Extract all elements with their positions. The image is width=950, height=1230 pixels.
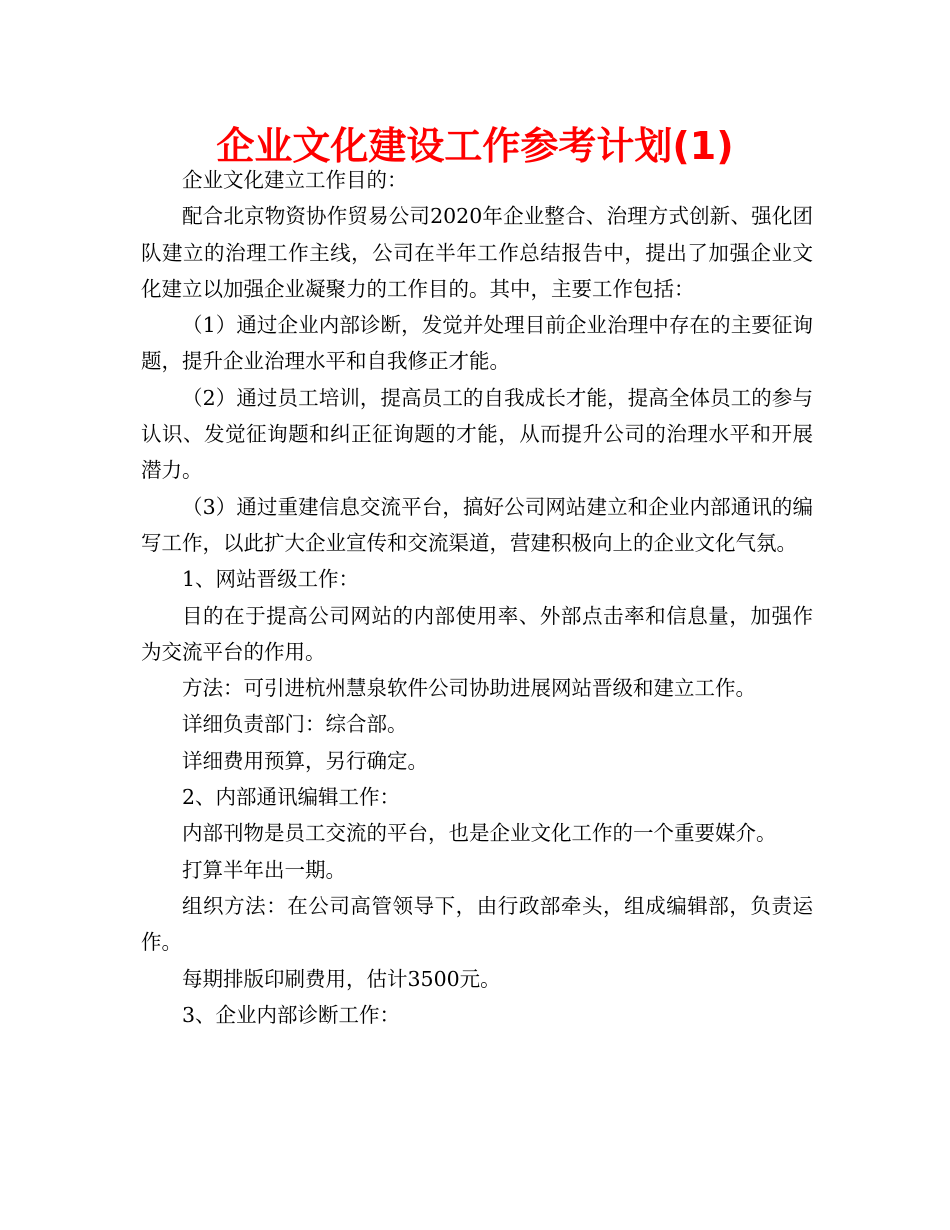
- section-heading-diagnosis: 3、企业内部诊断工作：: [182, 1002, 401, 1027]
- section-heading-newsletter: 2、内部通讯编辑工作：: [182, 785, 401, 810]
- paragraph-intro: 配合北京物资协作贸易公司2020年企业整合、治理方式创新、强化团队建立的治理工作主线，公司在半年工作总结报告中，提出了加强企业文化建立以加强企业凝聚力的工作目的。其中，主要工作包括：: [141, 204, 813, 301]
- paragraph-newsletter-desc: 内部刊物是员工交流的平台，也是企业文化工作的一个重要媒介。: [182, 821, 777, 846]
- paragraph-goal-heading: 企业文化建立工作目的：: [182, 168, 408, 192]
- paragraph-item-1: （1）通过企业内部诊断，发觉并处理目前企业治理中存在的主要征询题，提升企业治理水平和自我修正才能。: [141, 313, 813, 374]
- paragraph-website-budget: 详细费用预算，另行确定。: [182, 748, 428, 773]
- paragraph-website-goal: 目的在于提高公司网站的内部使用率、外部点击率和信息量，加强作为交流平台的作用。: [141, 603, 813, 664]
- section-heading-website: 1、网站晋级工作：: [182, 567, 360, 592]
- paragraph-item-3: （3）通过重建信息交流平台，搞好公司网站建立和企业内部通讯的编写工作，以此扩大企业宣传和交流渠道，营建积极向上的企业文化气氛。: [141, 494, 813, 555]
- paragraph-newsletter-frequency: 打算半年出一期。: [182, 857, 346, 882]
- document-body: [141, 162, 813, 1033]
- paragraph-newsletter-org: 组织方法：在公司高管领导下，由行政部牵头，组成编辑部，负责运作。: [141, 893, 813, 955]
- paragraph-item-2: （2）通过员工培训，提高员工的自我成长才能，提高全体员工的参与认识、发觉征询题和纠正征询题的才能，从而提升公司的治理水平和开展潜力。: [141, 385, 813, 483]
- paragraph-website-dept: 详细负责部门：综合部。: [182, 712, 408, 737]
- paragraph-newsletter-cost: 每期排版印刷费用，估计3500元。: [182, 966, 501, 991]
- document-title: 企业文化建设工作参考计划(1): [216, 124, 734, 168]
- paragraph-website-method: 方法：可引进杭州慧泉软件公司协助进展网站晋级和建立工作。: [182, 676, 756, 701]
